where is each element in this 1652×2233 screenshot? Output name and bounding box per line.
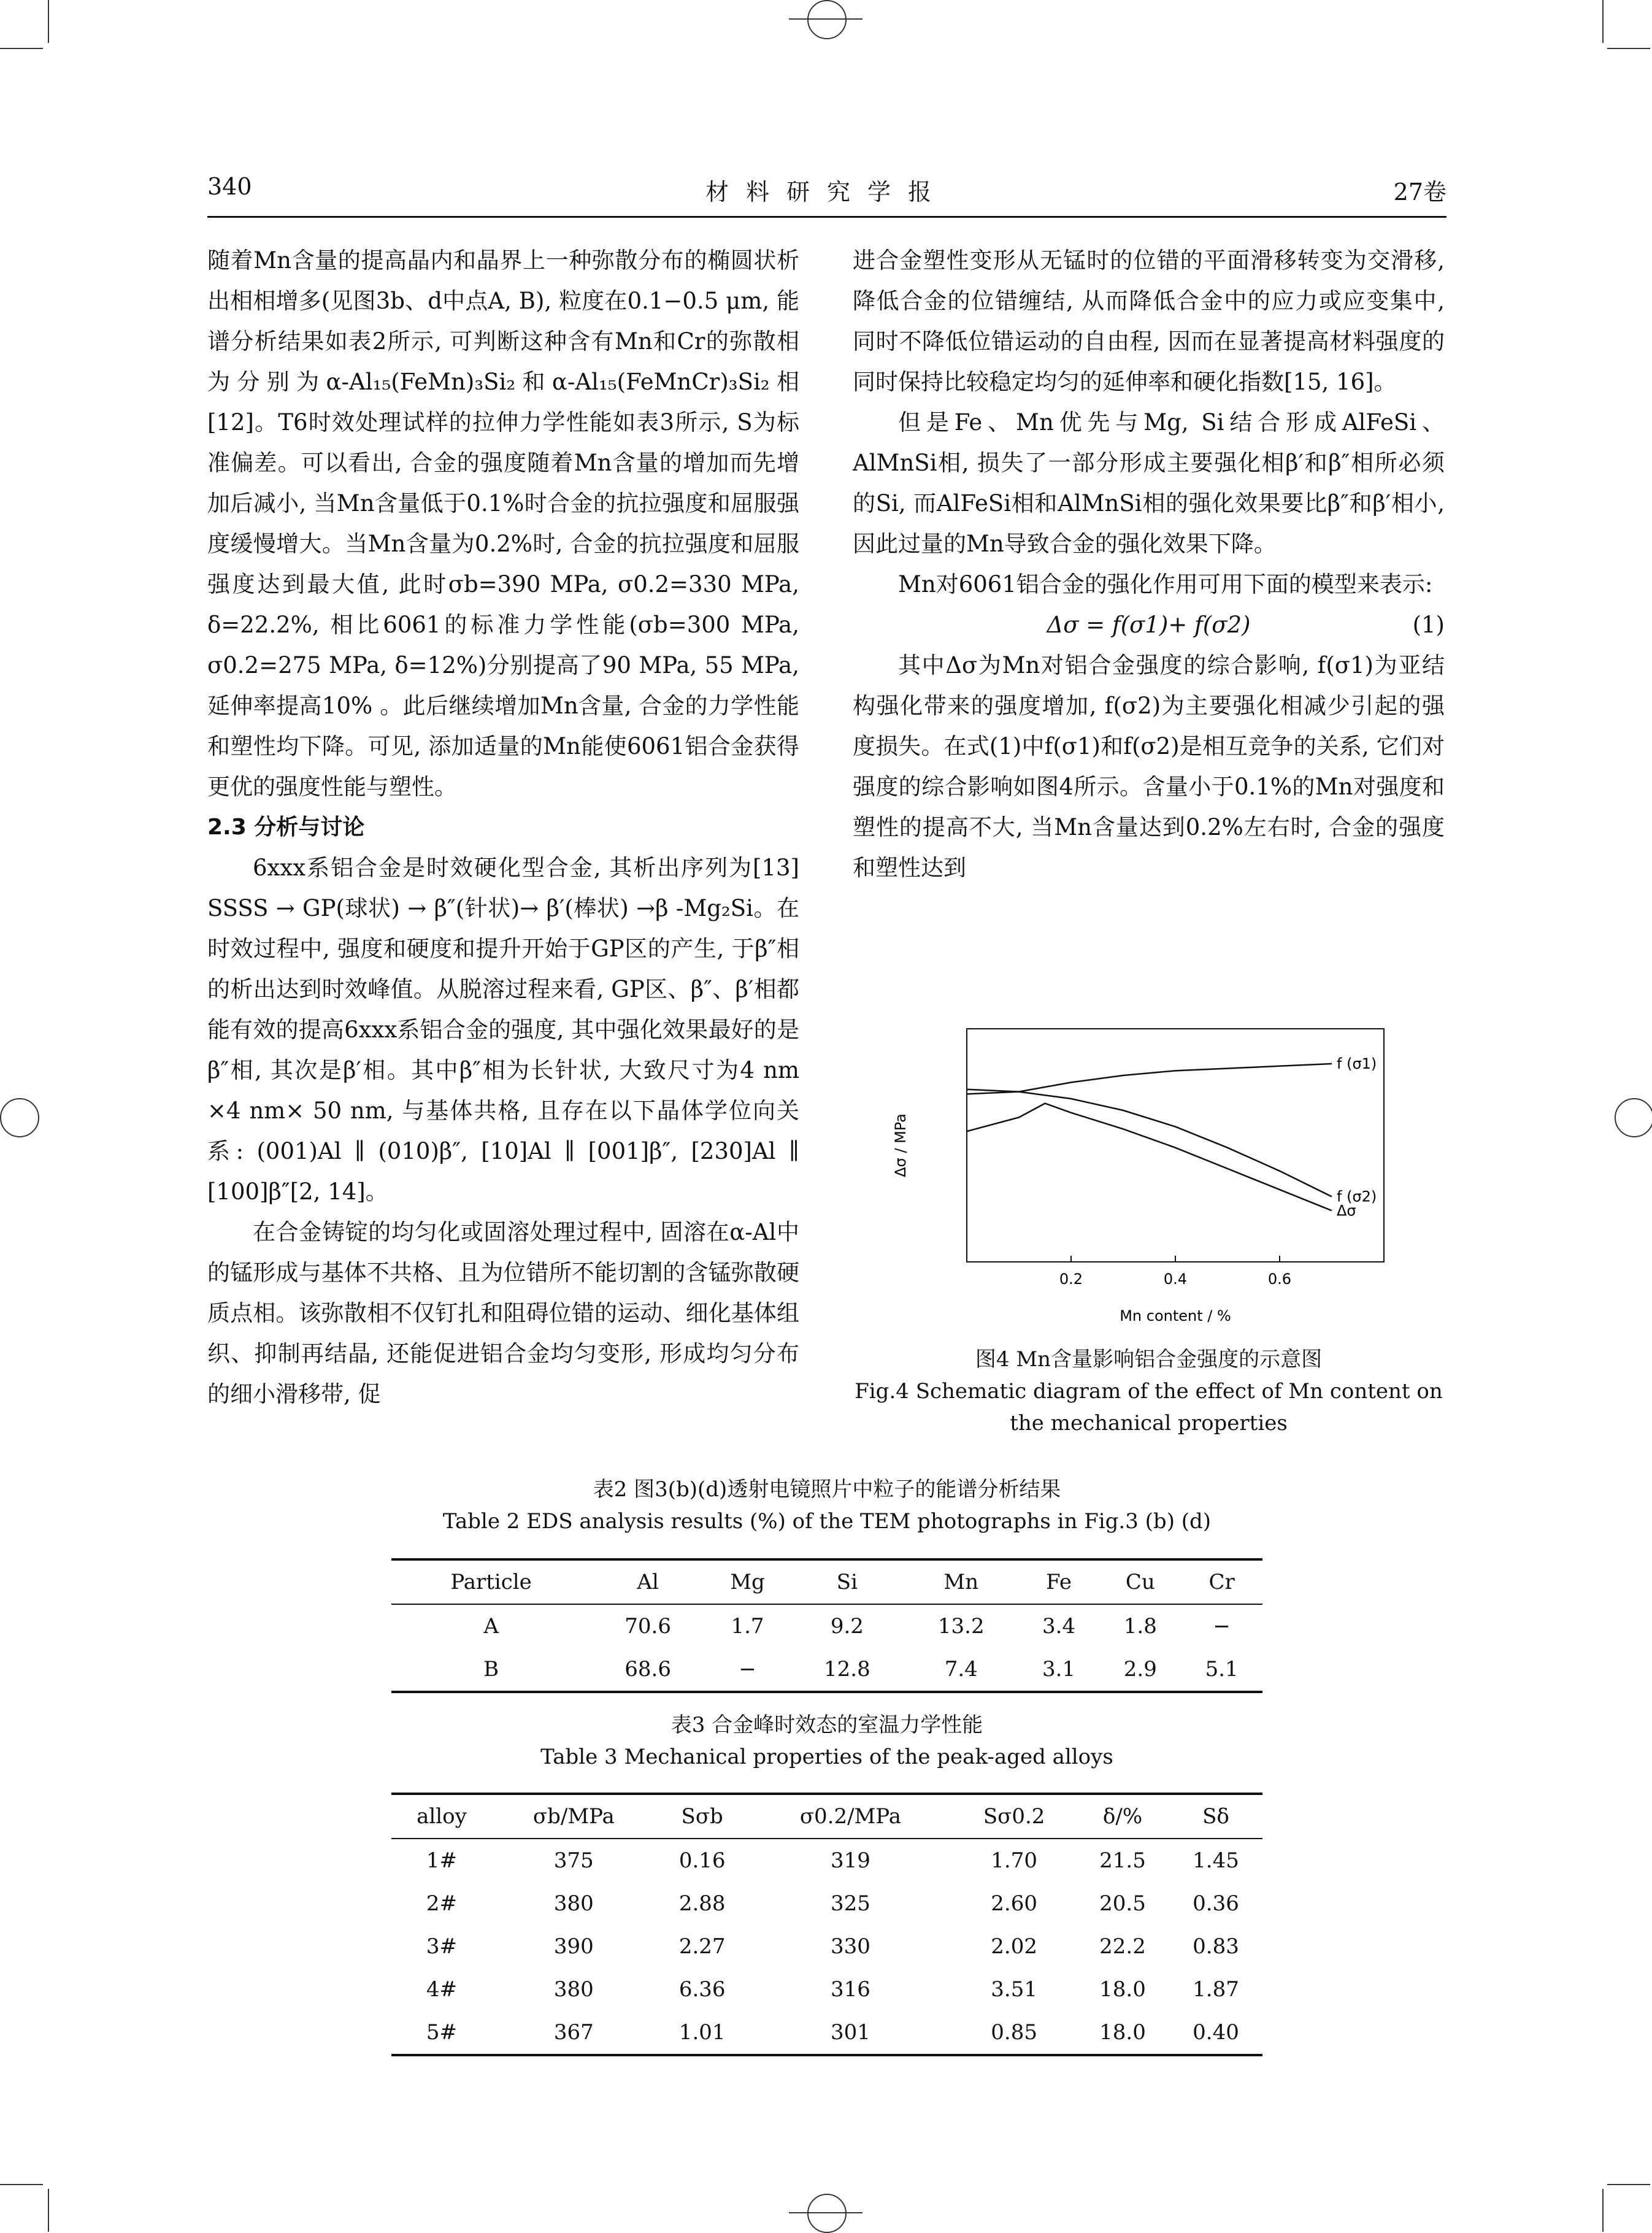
table-header-cell: Sσ0.2 — [952, 1794, 1076, 1839]
table-cell: 0.16 — [678, 1848, 726, 1873]
table-cell: 316 — [830, 1977, 870, 2002]
table-row — [391, 1925, 1262, 1968]
figure-caption-en: Fig.4 Schematic diagram of the effect of Mn content on — [855, 1379, 1443, 1404]
table-cell: 1.01 — [656, 2011, 749, 2055]
table-3-caption-cn: 表3 合金峰时效态的室温力学性能 — [670, 1713, 983, 1737]
crop-mark — [48, 2189, 49, 2232]
paragraph: 随着Mn含量的提高晶内和晶界上一种弥散分布的椭圆状析出相相增多(见图3b、d中点A, B), 粒度在0.1−0.5 μm, 能谱分析结果如表2所示, 可判断这种含有Mn和Cr的弥散相为分别为α-Al₁₅(FeMn)₃Si₂和α-Al₁₅(FeMnCr)₃Si₂相[12]。T6时效处理试样的拉伸力学性能如表3所示, S为标准偏差。可以看出, 合金的强度随着Mn含量的增加而先增加后减小, 当Mn含量低于0.1%时合金的抗拉强度和屈服强度缓慢增大。当Mn含量为0.2%时, 合金的抗拉强度和屈服强度达到最大值, 此时σb=390 MPa, σ0.2=330 MPa, δ=22.2%, 相比6061的标准力学性能(σb=300 MPa, σ0.2=275 MPa, δ=12%)分别提高了90 MPa, 55 MPa, 延伸率提高10% 。此后继续增加Mn含量, 合金的力学性能和塑性均下降。可见, 添加适量的Mn能使6061铝合金获得更优的强度性能与塑性。 — [207, 247, 799, 800]
paragraph: 在合金铸锭的均匀化或固溶处理过程中, 固溶在α-Al中的锰形成与基体不共格、且为位错所不能切割的含锰弥散硬质点相。该弥散相不仅钉扎和阻碍位错的运动、细化基体组织、抑制再结晶, 还能促进铝合金均匀变形, 形成均匀分布的细小滑移带, 促 — [207, 1219, 799, 1407]
table-cell: 21.5 — [1099, 1848, 1146, 1873]
table-cell: 1.45 — [1193, 1848, 1239, 1873]
table-cell: 4# — [426, 1977, 458, 2002]
figure-caption-cn: 图4 Mn含量影响铝合金强度的示意图 — [975, 1347, 1323, 1372]
table-cell: 330 — [830, 1934, 870, 1959]
table-cell: 1.70 — [991, 1848, 1037, 1873]
series-line — [967, 1090, 1332, 1197]
table-row — [391, 1882, 1262, 1925]
table-header-cell: δ/% — [1076, 1794, 1169, 1839]
table-header-cell: Al — [591, 1559, 705, 1604]
equation-number: (1) — [1412, 612, 1445, 638]
table-row — [391, 1604, 1262, 1648]
table-cell: 18.0 — [1099, 1977, 1146, 2002]
table-cell: − — [1213, 1614, 1231, 1639]
table-cell: 0.40 — [1169, 2011, 1262, 2055]
registration-mark — [1615, 1098, 1652, 1137]
table-cell: 3.1 — [1018, 1648, 1100, 1692]
registration-mark — [789, 2212, 862, 2213]
table-header-cell: Fe — [1018, 1559, 1100, 1604]
table-cell: 390 — [553, 1934, 594, 1959]
equation-text: Δσ = f(σ1)+ f(σ2) — [1047, 612, 1251, 638]
table-cell: 2.02 — [991, 1934, 1037, 1959]
series-label: f (σ2) — [1337, 1188, 1377, 1205]
header-rule — [207, 216, 1446, 218]
table-cell: 1.7 — [731, 1614, 764, 1639]
crop-mark — [48, 0, 49, 43]
table-2-caption — [207, 1474, 1446, 1537]
table-2-caption-en: Table 2 EDS analysis results (%) of the TEM photographs in Fig.3 (b) (d) — [442, 1509, 1212, 1534]
table-cell: B — [391, 1648, 591, 1692]
table-cell: 367 — [492, 2011, 656, 2055]
table-header-cell: σb/MPa — [492, 1794, 656, 1839]
table-header-cell: Mn — [904, 1559, 1018, 1604]
table-cell: 301 — [749, 2011, 953, 2055]
table-cell: 1.87 — [1193, 1977, 1239, 2002]
table-cell: − — [705, 1648, 790, 1692]
figure-caption-en: the mechanical properties — [1010, 1411, 1288, 1436]
left-column — [207, 240, 799, 1415]
table-cell: 0.85 — [952, 2011, 1076, 2055]
table-cell: 3# — [426, 1934, 458, 1959]
x-axis-label: Mn content / % — [1120, 1307, 1231, 1324]
registration-mark — [807, 0, 847, 39]
table-3-caption — [207, 1709, 1446, 1773]
x-tick-label: 0.6 — [1267, 1270, 1292, 1288]
table-cell: 5# — [391, 2011, 492, 2055]
table-header-cell: Si — [790, 1559, 904, 1604]
crop-mark — [0, 48, 43, 49]
table-cell: 2.88 — [678, 1891, 726, 1916]
table-cell: 380 — [553, 1977, 594, 2002]
series-line — [967, 1064, 1332, 1094]
table-cell: 2# — [426, 1891, 458, 1916]
y-axis-label: Δσ / MPa — [892, 1113, 909, 1177]
table-cell: A — [483, 1614, 499, 1639]
paragraph: 进合金塑性变形从无锰时的位错的平面滑移转变为交滑移, 降低合金的位错缠结, 从而降低合金中的应力或应变集中, 同时不降低位错运动的自由程, 因而在显著提高材料强度的同时保持比较稳定均匀的延伸率和硬化指数[15, 16]。 — [853, 247, 1445, 395]
table-cell: 1.8 — [1123, 1614, 1157, 1639]
x-tick-label: 0.2 — [1059, 1270, 1083, 1288]
table-cell: 20.5 — [1099, 1891, 1146, 1916]
table-cell: 319 — [830, 1848, 870, 1873]
table-cell: 68.6 — [591, 1648, 705, 1692]
registration-mark — [789, 18, 862, 20]
crop-mark — [1607, 2184, 1650, 2185]
table-cell: 0.83 — [1193, 1934, 1239, 1959]
equation — [853, 605, 1445, 645]
paragraph: Mn对6061铝合金的强化作用可用下面的模型来表示: — [898, 571, 1433, 598]
series-label: Δσ — [1337, 1202, 1356, 1220]
series-line — [967, 1104, 1332, 1211]
right-column — [853, 240, 1445, 888]
table-header-cell: Cu — [1099, 1559, 1181, 1604]
table-header-cell: Sδ — [1169, 1794, 1262, 1839]
table-row — [391, 1968, 1262, 2011]
table-cell: 3.51 — [991, 1977, 1037, 2002]
crop-mark — [1602, 2189, 1604, 2232]
table-cell: 2.9 — [1099, 1648, 1181, 1692]
table-cell: 380 — [553, 1891, 594, 1916]
x-tick-label: 0.4 — [1163, 1270, 1188, 1288]
table-header-cell: Sσb — [656, 1794, 749, 1839]
paragraph: 其中Δσ为Mn对铝合金强度的综合影响, f(σ1)为亚结构强化带来的强度增加, f(σ2)为主要强化相减少引起的强度损失。在式(1)中f(σ1)和f(σ2)是相互竞争的关系, 它们对强度的综合影响如图4所示。含量小于0.1%的Mn对强度和塑性的提高不大, 当Mn含量达到0.2%左右时, 合金的强度和塑性达到 — [853, 652, 1445, 881]
registration-mark — [0, 1098, 39, 1137]
paragraph: 但是Fe、Mn优先与Mg, Si结合形成AlFeSi、AlMnSi相, 损失了一部分形成主要强化相β′和β″相所必须的Si, 而AlFeSi相和AlMnSi相的强化效果要比β″和β′相小, 因此过量的Mn导致合金的强化效果下降。 — [853, 409, 1445, 557]
table-3-caption-en: Table 3 Mechanical properties of the peak-aged alloys — [540, 1745, 1113, 1769]
table-cell: 1# — [426, 1848, 458, 1873]
table-cell: 9.2 — [830, 1614, 864, 1639]
figure-4-chart — [856, 1015, 1442, 1334]
crop-mark — [1602, 0, 1604, 43]
table-cell: 6.36 — [678, 1977, 726, 2002]
paragraph: 6xxx系铝合金是时效硬化型合金, 其析出序列为[13] SSSS → GP(球状) → β″(针状)→ β′(棒状) →β -Mg₂Si。在时效过程中, 强度和硬度和提升开始于GP区的产生, 于β″相的析出达到时效峰值。从脱溶过程来看, GP区、β″、β′相都能有效的提高6xxx系铝合金的强度, 其中强化效果最好的是β″相, 其次是β′相。其中β″相为长针状, 大致尺寸为4 nm ×4 nm× 50 nm, 与基体共格, 且存在以下晶体学位向关系: (001)Al ∥ (010)β″, [10]Al ∥ [001]β″, [230]Al ∥ [100]β″[2, 14]。 — [207, 855, 799, 1205]
table-2-caption-cn: 表2 图3(b)(d)透射电镜照片中粒子的能谱分析结果 — [593, 1477, 1061, 1502]
page-header — [207, 173, 1446, 210]
table-cell: 22.2 — [1099, 1934, 1146, 1959]
registration-mark — [807, 2194, 847, 2233]
table-row — [391, 1648, 1262, 1692]
table-cell: 13.2 — [937, 1614, 985, 1639]
table-3 — [391, 1793, 1262, 2056]
table-2 — [391, 1558, 1262, 1693]
page-number: 340 — [207, 173, 252, 200]
crop-mark — [0, 2184, 43, 2185]
journal-title: 材料研究学报 — [705, 179, 948, 206]
table-row — [391, 1839, 1262, 1882]
table-cell: 70.6 — [624, 1614, 671, 1639]
section-title: 2.3 分析与讨论 — [207, 815, 365, 840]
table-cell: 0.36 — [1193, 1891, 1239, 1916]
table-cell: 2.60 — [991, 1891, 1037, 1916]
volume: 27卷 — [1393, 179, 1446, 206]
table-cell: 325 — [830, 1891, 870, 1916]
table-header-cell: alloy — [391, 1794, 492, 1839]
table-cell: 375 — [553, 1848, 594, 1873]
table-header-cell: Particle — [391, 1559, 591, 1604]
table-cell: 3.4 — [1042, 1614, 1076, 1639]
crop-mark — [1607, 48, 1650, 49]
table-row — [391, 2011, 1262, 2055]
table-cell: 7.4 — [904, 1648, 1018, 1692]
table-header-cell: σ0.2/MPa — [749, 1794, 953, 1839]
table-cell: 12.8 — [790, 1648, 904, 1692]
table-header-cell: Mg — [705, 1559, 790, 1604]
table-cell: 2.27 — [678, 1934, 726, 1959]
series-label: f (σ1) — [1337, 1055, 1377, 1072]
table-header-cell: Cr — [1181, 1559, 1262, 1604]
figure-caption — [853, 1343, 1445, 1439]
table-cell: 18.0 — [1076, 2011, 1169, 2055]
table-cell: 5.1 — [1181, 1648, 1262, 1692]
